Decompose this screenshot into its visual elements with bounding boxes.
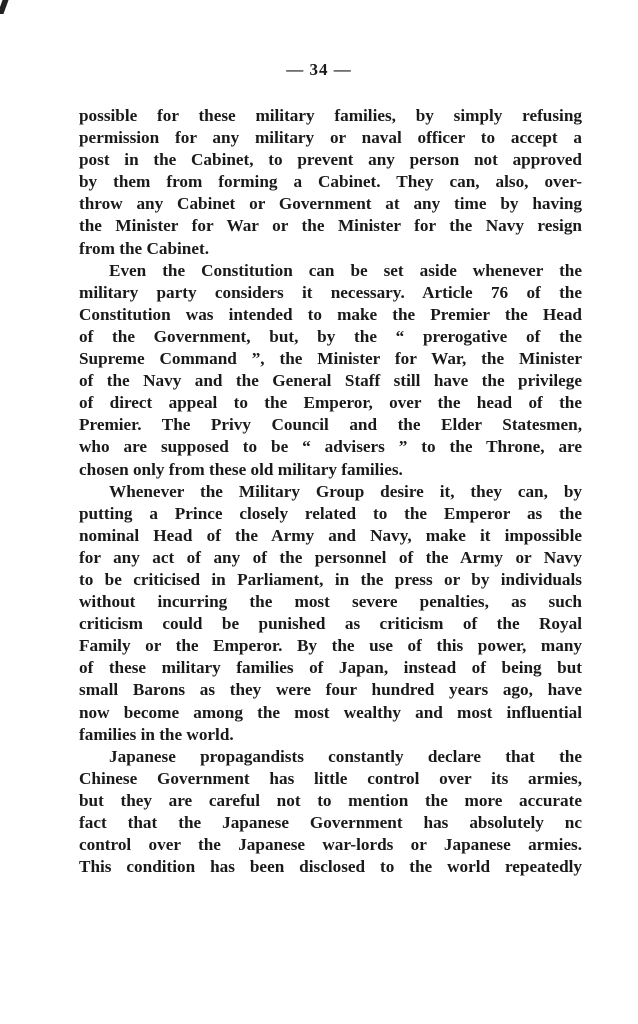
text-line: post in the Cabinet, to prevent any person not approved bbox=[79, 150, 582, 170]
text-line: This condition has been disclosed to the world repeatedly bbox=[79, 857, 582, 877]
text-line: families in the world. bbox=[79, 724, 234, 744]
text-line: Supreme Command ”, the Minister for War, the Minister bbox=[79, 349, 582, 369]
text-line: possible for these military families, by simply refusing bbox=[79, 106, 582, 125]
text-line: control over the Japanese war-lords or Japanese armies. bbox=[79, 835, 582, 855]
body-text bbox=[79, 105, 582, 878]
text-line: Family or the Emperor. By the use of this power, many bbox=[79, 636, 582, 656]
text-line: of the Government, but, by the “ prerogative of the bbox=[79, 326, 582, 346]
text-line: fact that the Japanese Government has absolutely nc bbox=[79, 813, 582, 832]
text-line: but they are careful not to mention the more accurate bbox=[79, 790, 582, 810]
paragraph bbox=[79, 260, 582, 481]
text-line: by them from forming a Cabinet. They can, also, over- bbox=[79, 172, 582, 192]
text-line: of direct appeal to the Emperor, over the head of the bbox=[79, 393, 582, 413]
text-line: Japanese propagandists constantly declare that the bbox=[109, 746, 582, 766]
text-line: for any act of any of the personnel of the Army or Navy bbox=[79, 547, 582, 567]
text-line: chosen only from these old military families. bbox=[79, 459, 403, 479]
text-line: the Minister for War or the Minister for the Navy resign bbox=[79, 216, 582, 236]
text-line: of the Navy and the General Staff still have the privilege bbox=[79, 371, 582, 391]
text-line: Whenever the Military Group desire it, they can, by bbox=[109, 481, 582, 501]
text-line: without incurring the most severe penalties, as such bbox=[79, 592, 582, 612]
paragraph bbox=[79, 746, 582, 879]
text-line: now become among the most wealthy and most influential bbox=[79, 702, 582, 722]
text-line: Premier. The Privy Council and the Elder Statesmen, bbox=[79, 415, 582, 435]
text-line: military party considers it necessary. Article 76 of the bbox=[79, 282, 582, 302]
text-line: Chinese Government has little control over its armies, bbox=[79, 768, 582, 788]
text-line: Even the Constitution can be set aside whenever the bbox=[109, 260, 582, 280]
paragraph bbox=[79, 105, 582, 260]
text-line: putting a Prince closely related to the Emperor as the bbox=[79, 503, 582, 523]
text-line: permission for any military or naval officer to accept a bbox=[79, 128, 582, 148]
text-line: Constitution was intended to make the Premier the Head bbox=[79, 304, 582, 324]
paragraph bbox=[79, 481, 582, 746]
text-line: who are supposed to be “ advisers ” to the Throne, are bbox=[79, 437, 582, 457]
page-number: — 34 — bbox=[286, 60, 352, 79]
text-line: criticism could be punished as criticism of the Royal bbox=[79, 614, 582, 634]
text-line: nominal Head of the Army and Navy, make it impossible bbox=[79, 525, 582, 545]
text-line: to be criticised in Parliament, in the press or by individuals bbox=[79, 569, 582, 589]
text-line: throw any Cabinet or Government at any time by having bbox=[79, 194, 582, 214]
text-line: small Barons as they were four hundred years ago, have bbox=[79, 680, 582, 700]
scan-corner-mark bbox=[0, 0, 9, 14]
text-line: of these military families of Japan, instead of being but bbox=[79, 658, 582, 678]
text-line: from the Cabinet. bbox=[79, 238, 210, 258]
